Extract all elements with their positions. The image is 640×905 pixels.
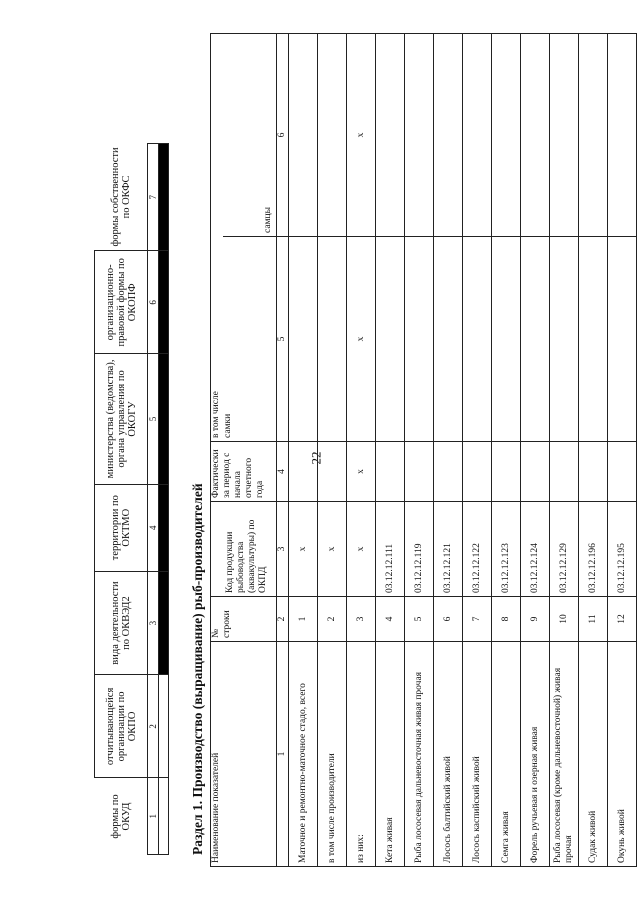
table-row (347, 33, 376, 866)
col-number: 2 (277, 597, 289, 642)
row-females-value[interactable] (376, 237, 405, 442)
row-males-value[interactable] (318, 33, 347, 236)
row-actual-value[interactable] (289, 442, 318, 502)
row-name: из них: (347, 642, 376, 867)
row-females-value[interactable] (492, 237, 521, 442)
row-line-number: 9 (521, 597, 550, 642)
row-males-value[interactable] (376, 33, 405, 236)
table-row (463, 33, 492, 866)
row-okpd-code: 03.12.12.196 (579, 502, 608, 597)
okopf-value-cell (159, 251, 169, 354)
code-number: 2 (148, 675, 159, 778)
codes-table (94, 143, 169, 855)
row-females-value[interactable] (318, 237, 347, 442)
row-line-number: 2 (318, 597, 347, 642)
okopf-header: организационно-правовой формы по ОКОПФ (95, 251, 148, 354)
okpo-value-cell[interactable] (159, 675, 169, 778)
row-females-value[interactable] (463, 237, 492, 442)
row-actual-value[interactable]: x (347, 442, 376, 502)
okpo-header: отчитывающейся организации по ОКПО (95, 675, 148, 778)
row-line-number: 11 (579, 597, 608, 642)
row-males-value[interactable] (521, 33, 550, 236)
code-number: 7 (148, 144, 159, 251)
row-actual-value[interactable] (463, 442, 492, 502)
row-name: Кета живая (376, 642, 405, 867)
row-name: Судак живой (579, 642, 608, 867)
row-actual-value[interactable] (434, 442, 463, 502)
head-name: Наименование показателей (211, 642, 277, 867)
okfs-value-cell (159, 144, 169, 251)
okfs-header: формы собственности по ОКФС (95, 144, 148, 251)
table-row (318, 33, 347, 866)
row-line-number: 8 (492, 597, 521, 642)
row-okpd-code: 03.12.12.121 (434, 502, 463, 597)
column-number-row (277, 33, 289, 866)
table-row (492, 33, 521, 866)
okved-value-cell (159, 571, 169, 675)
row-okpd-code: x (318, 502, 347, 597)
row-line-number: 12 (608, 597, 637, 642)
row-okpd-code: 03.12.12.122 (463, 502, 492, 597)
oktmo-value-cell (159, 484, 169, 571)
table-row (289, 33, 318, 866)
col-number: 1 (277, 642, 289, 867)
row-okpd-code: 03.12.12.129 (550, 502, 579, 597)
codes-number-row (148, 144, 159, 855)
row-okpd-code: 03.12.12.119 (405, 502, 434, 597)
col-number: 3 (277, 502, 289, 597)
codes-entry-row (159, 144, 169, 855)
row-name: Рыба лососевая (кроме дальневосточной) живая прочая (550, 642, 579, 867)
row-females-value[interactable] (579, 237, 608, 442)
row-males-value[interactable] (434, 33, 463, 236)
col-number: 5 (277, 237, 289, 442)
head-females: самки (223, 237, 277, 442)
row-males-value[interactable] (289, 33, 318, 236)
row-males-value[interactable] (579, 33, 608, 236)
oktmo-header: территории по ОКТМО (95, 484, 148, 571)
row-name: Семга живая (492, 642, 521, 867)
okud-value-cell[interactable] (159, 778, 169, 855)
row-line-number: 3 (347, 597, 376, 642)
row-males-value[interactable] (463, 33, 492, 236)
row-females-value[interactable] (608, 237, 637, 442)
row-actual-value[interactable] (376, 442, 405, 502)
okogu-header: министерства (ведомства), органа управления по ОКОГУ (95, 354, 148, 484)
row-males-value[interactable] (492, 33, 521, 236)
row-females-value[interactable] (434, 237, 463, 442)
col-number: 6 (277, 33, 289, 236)
table-row (608, 33, 637, 866)
data-rows (289, 33, 637, 866)
row-actual-value[interactable] (318, 442, 347, 502)
header-row-1 (211, 33, 224, 866)
row-actual-value[interactable] (405, 442, 434, 502)
row-okpd-code: 03.12.12.123 (492, 502, 521, 597)
row-okpd-code: 03.12.12.111 (376, 502, 405, 597)
row-actual-value[interactable] (550, 442, 579, 502)
production-table (210, 33, 637, 867)
row-line-number: 1 (289, 597, 318, 642)
code-number: 6 (148, 251, 159, 354)
row-name: Маточное и ремонтно-маточное стадо, всего (289, 642, 318, 867)
head-males: самцы (223, 33, 277, 236)
row-females-value[interactable] (289, 237, 318, 442)
row-line-number: 6 (434, 597, 463, 642)
row-name: Окунь живой (608, 642, 637, 867)
row-females-value[interactable] (521, 237, 550, 442)
row-line-number: 7 (463, 597, 492, 642)
row-females-value[interactable] (550, 237, 579, 442)
head-actual: Фактически за период с начала отчетного года (211, 442, 277, 502)
row-okpd-code: x (347, 502, 376, 597)
col-number: 4 (277, 442, 289, 502)
codes-header-row (95, 144, 148, 855)
code-number: 5 (148, 354, 159, 484)
row-name: Лосось балтийский живой (434, 642, 463, 867)
row-females-value[interactable]: x (347, 237, 376, 442)
row-males-value[interactable] (550, 33, 579, 236)
row-name: в том числе производители (318, 642, 347, 867)
okogu-value-cell (159, 354, 169, 484)
table-row (521, 33, 550, 866)
okud-header: формы по ОКУД (95, 778, 148, 855)
table-row (434, 33, 463, 866)
row-line-number: 4 (376, 597, 405, 642)
code-number: 1 (148, 778, 159, 855)
row-actual-value[interactable] (492, 442, 521, 502)
row-males-value[interactable]: x (347, 33, 376, 236)
page-number: 22 (308, 451, 324, 465)
row-okpd-code: 03.12.12.124 (521, 502, 550, 597)
table-row (550, 33, 579, 866)
row-females-value[interactable] (405, 237, 434, 442)
row-actual-value[interactable] (608, 442, 637, 502)
table-row (579, 33, 608, 866)
section-title: Раздел 1. Производство (выращивание) рыб-производителей (190, 483, 205, 855)
row-actual-value[interactable] (521, 442, 550, 502)
okved-header: вида деятельности по ОКВЭД2 (95, 571, 148, 675)
row-actual-value[interactable] (579, 442, 608, 502)
table-row (376, 33, 405, 866)
code-number: 3 (148, 571, 159, 675)
row-name: Рыба лососевая дальневосточная живая прочая (405, 642, 434, 867)
head-line: № строки (211, 597, 277, 642)
head-incl: в том числе (211, 33, 224, 441)
row-name: Лосось каспийский живой (463, 642, 492, 867)
code-number: 4 (148, 484, 159, 571)
row-line-number: 5 (405, 597, 434, 642)
row-name: Форель ручьевая и озерная живая (521, 642, 550, 867)
row-okpd-code: x (289, 502, 318, 597)
row-line-number: 10 (550, 597, 579, 642)
row-males-value[interactable] (608, 33, 637, 236)
row-males-value[interactable] (405, 33, 434, 236)
table-row (405, 33, 434, 866)
head-code: Код продукции рыбоводства (аквакультуры) по ОКПД (211, 502, 277, 597)
row-okpd-code: 03.12.12.195 (608, 502, 637, 597)
